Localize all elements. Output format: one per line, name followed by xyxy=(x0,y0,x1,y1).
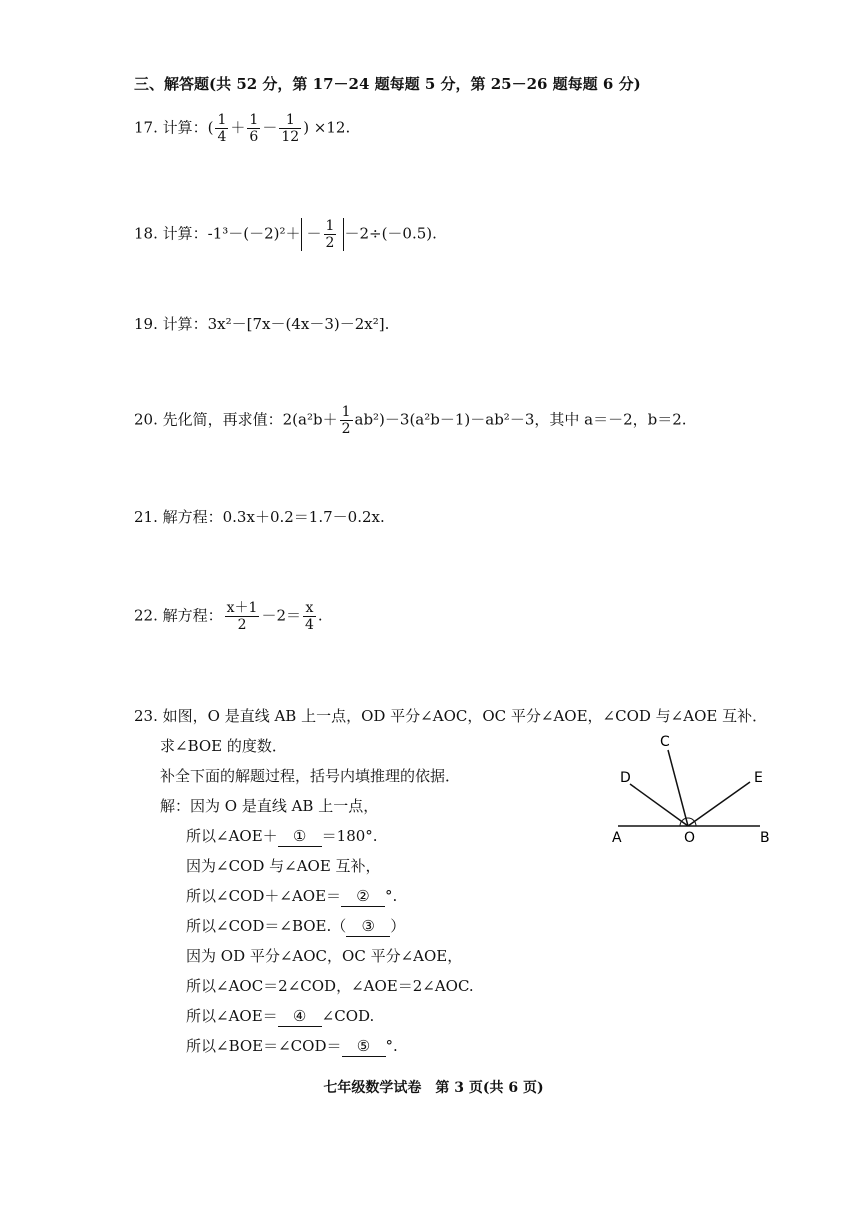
q17-label: 17. 计算：( xyxy=(134,118,214,137)
blank-5[interactable]: ⑤ xyxy=(342,1036,386,1057)
label-b: B xyxy=(760,830,770,846)
ray-oe xyxy=(688,782,750,826)
q23-step8: 所以∠BOE＝∠COD＝ ⑤ °. xyxy=(186,1037,398,1055)
q23-line2: 求∠BOE 的度数． xyxy=(160,737,287,755)
label-a: A xyxy=(612,830,622,846)
question-21: 21. 解方程：0.3x＋0.2＝1.7－0.2x. xyxy=(134,508,385,526)
page-footer: 七年级数学试卷 第 3 页(共 6 页) xyxy=(323,1080,544,1096)
q17-fraction-3: $\frac{1}{12}$ xyxy=(281,112,300,145)
blank-1[interactable]: ① xyxy=(278,826,322,847)
q22-tail: . xyxy=(317,606,323,625)
q23-step4: 所以∠COD＝∠BOE.（ ③ ） xyxy=(186,917,406,935)
q23-line1: 23. 如图，O 是直线 AB 上一点，OD 平分∠AOC，OC 平分∠AOE，∠COD 与∠AOE 互补． xyxy=(134,707,768,725)
question-18 xyxy=(134,218,437,251)
label-o: O xyxy=(684,830,696,846)
q22-pre: 22. 解方程： xyxy=(134,606,223,625)
label-d: D xyxy=(620,770,631,786)
q17-fraction-2: $\frac{1}{6}$ xyxy=(249,112,259,145)
label-c: C xyxy=(660,734,670,750)
blank-4[interactable]: ④ xyxy=(278,1006,322,1027)
angle-figure xyxy=(600,730,790,855)
q23-step3: 所以∠COD＋∠AOE＝ ② °. xyxy=(186,887,398,905)
question-19: 19. 计算：3x²－[7x－(4x－3)－2x²]. xyxy=(134,315,390,333)
question-22 xyxy=(134,600,323,633)
q23-line3: 补全下面的解题过程，括号内填推理的依据． xyxy=(160,767,461,785)
q23-step5: 因为 OD 平分∠AOC，OC 平分∠AOE， xyxy=(186,947,463,965)
q23-step7: 所以∠AOE＝ ④ ∠COD. xyxy=(186,1007,375,1025)
q23-step2: 因为∠COD 与∠AOE 互补， xyxy=(186,857,381,875)
q22-fraction-2: $\frac{x}{4}$ xyxy=(304,600,314,633)
q17-fraction-1: $\frac{1}{4}$ xyxy=(217,112,227,145)
q23-line4: 解：因为 O 是直线 AB 上一点， xyxy=(160,797,379,815)
blank-3[interactable]: ③ xyxy=(346,916,390,937)
q20-post: ab²)－3(a²b－1)－ab²－3，其中 a＝－2，b＝2. xyxy=(354,410,687,429)
q18-absolute-value: － $\frac{1}{2}$ xyxy=(301,218,345,251)
q22-mid: －2＝ xyxy=(261,606,301,625)
q18-tail: －2÷(－0.5). xyxy=(344,224,437,243)
question-20 xyxy=(134,404,687,437)
section-header: 三、解答题(共 52 分，第 17－24 题每题 5 分，第 25－26 题每题 6 分) xyxy=(134,75,641,93)
q20-pre: 20. 先化简，再求值：2(a²b＋ xyxy=(134,410,338,429)
q18-label: 18. 计算：-1³－(－2)²＋ xyxy=(134,224,301,243)
q23-step6: 所以∠AOC＝2∠COD，∠AOE＝2∠AOC. xyxy=(186,977,474,995)
q23-step1: 所以∠AOE＋ ① ＝180°. xyxy=(186,827,378,845)
q17-tail: ) ×12. xyxy=(303,118,351,137)
question-17: 17. 计算：( $\frac{1}{4}$ ＋ $\frac{1}{6}$ － $\frac{1}{12}$ ) ×12. xyxy=(134,112,351,145)
q20-fraction: $\frac{1}{2}$ xyxy=(341,404,351,437)
label-e: E xyxy=(754,770,763,786)
blank-2[interactable]: ② xyxy=(341,886,385,907)
q22-fraction-1: $\frac{x+1}{2}$ xyxy=(226,600,258,633)
